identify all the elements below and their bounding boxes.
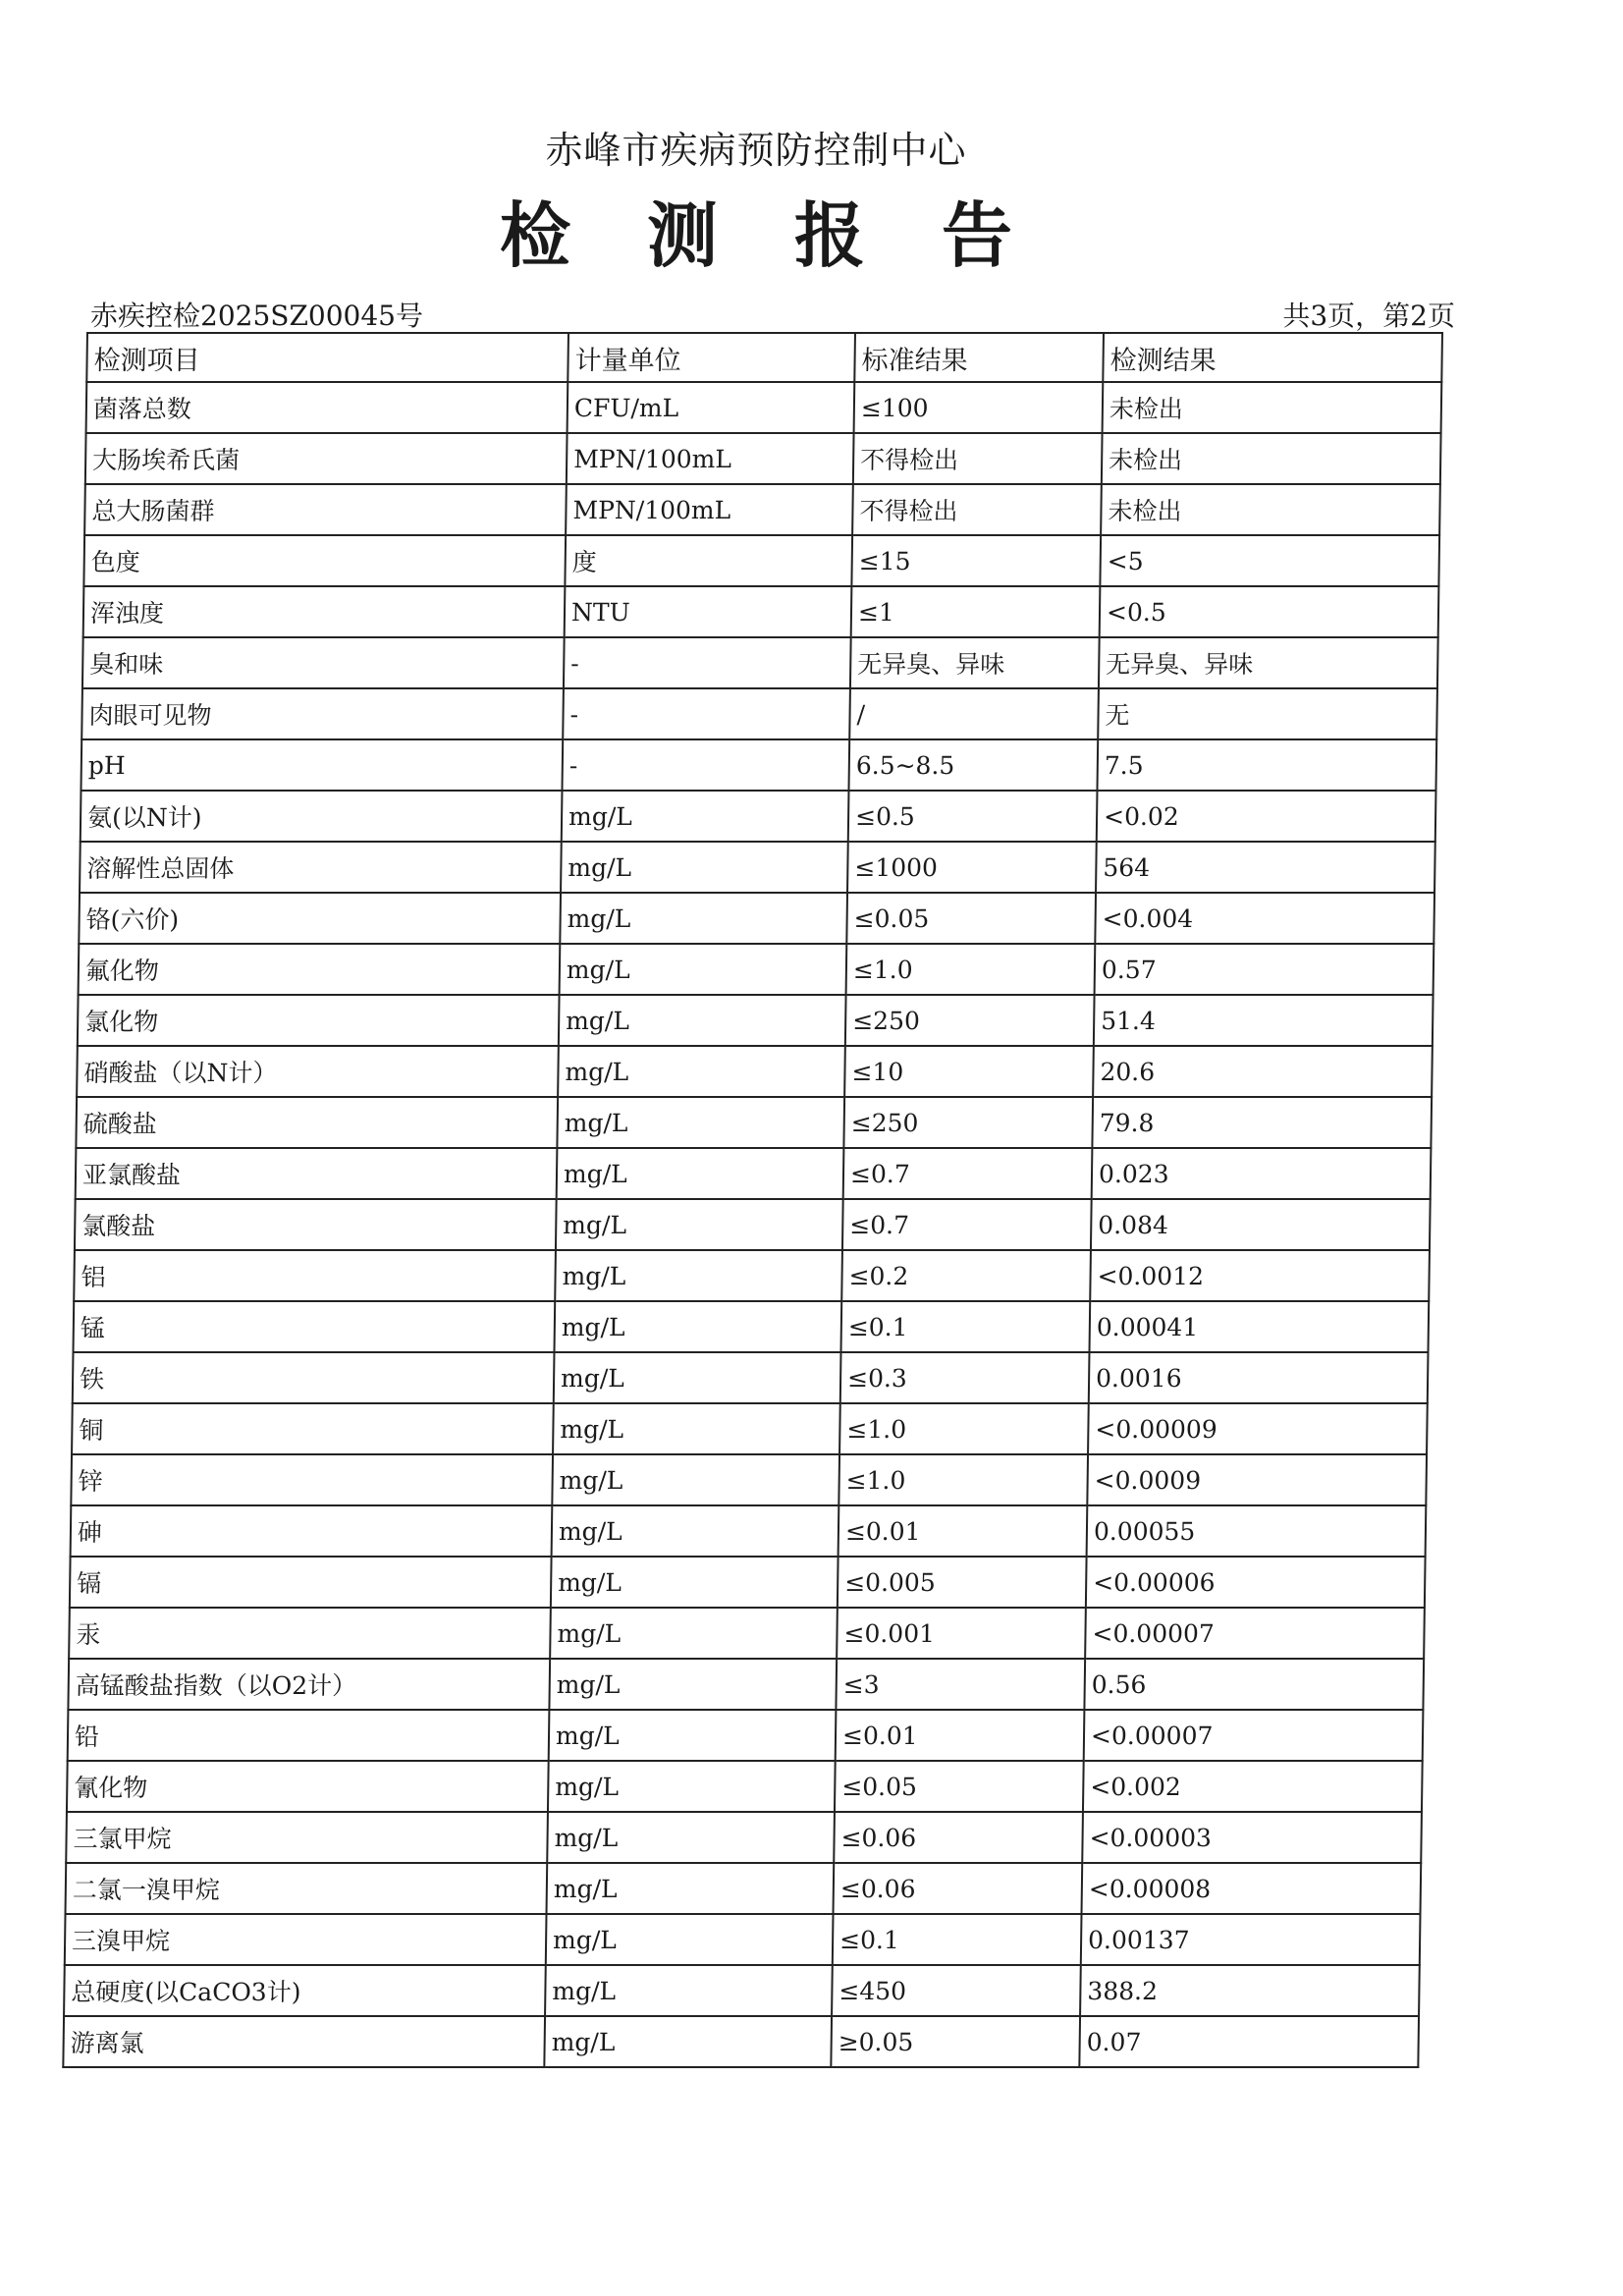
cell-item-name: 铁	[73, 1352, 555, 1403]
cell-item-name: 菌落总数	[86, 382, 568, 433]
cell-item-name: 铝	[74, 1250, 556, 1301]
cell-item-name: 铅	[68, 1710, 550, 1761]
cell-test-result: 未检出	[1101, 484, 1440, 535]
table-row	[76, 1148, 1432, 1199]
cell-test-result: 0.084	[1091, 1199, 1431, 1250]
table-row	[84, 484, 1440, 535]
column-header-standard: 标准结果	[854, 333, 1104, 382]
table-row	[65, 1914, 1421, 1965]
cell-item-name: 氯化物	[78, 995, 560, 1046]
cell-unit: -	[563, 688, 850, 739]
cell-unit: mg/L	[560, 893, 847, 944]
cell-test-result: 564	[1096, 842, 1435, 893]
table-row	[68, 1659, 1424, 1710]
table-row	[80, 842, 1435, 893]
table-row	[75, 1199, 1431, 1250]
cell-item-name: 浑浊度	[83, 586, 566, 637]
cell-test-result: 51.4	[1094, 995, 1434, 1046]
cell-test-result: 0.00041	[1089, 1301, 1429, 1352]
cell-standard-value: ≤0.01	[836, 1710, 1085, 1761]
cell-test-result: <0.00008	[1082, 1863, 1422, 1914]
table-row	[79, 944, 1434, 995]
cell-standard-value: ≤0.06	[834, 1863, 1083, 1914]
report-number: 赤疾控检2025SZ00045号	[90, 300, 423, 332]
table-row	[66, 1863, 1422, 1914]
cell-unit: mg/L	[555, 1250, 842, 1301]
cell-unit: mg/L	[550, 1608, 838, 1659]
cell-standard-value: ≤0.2	[841, 1250, 1091, 1301]
cell-test-result: 7.5	[1097, 739, 1436, 791]
cell-test-result: <5	[1100, 535, 1439, 586]
cell-unit: mg/L	[545, 1965, 833, 2016]
table-row	[68, 1710, 1424, 1761]
cell-unit: mg/L	[557, 1148, 844, 1199]
cell-standard-value: ≤1.0	[839, 1454, 1088, 1505]
cell-item-name: 臭和味	[82, 637, 565, 688]
cell-standard-value: ≤1.0	[839, 1403, 1089, 1454]
table-row	[66, 1812, 1422, 1863]
cell-standard-value: ≤0.5	[848, 791, 1098, 842]
cell-test-result: 无	[1098, 688, 1437, 739]
cell-item-name: pH	[81, 739, 563, 791]
cell-standard-value: /	[849, 688, 1099, 739]
cell-standard-value: ≤0.3	[840, 1352, 1090, 1403]
cell-unit: mg/L	[552, 1505, 839, 1557]
table-row	[85, 433, 1441, 484]
organization-name: 赤峰市疾病预防控制中心	[545, 129, 967, 172]
cell-standard-value: ≤250	[843, 1097, 1093, 1148]
cell-unit: mg/L	[549, 1710, 837, 1761]
cell-item-name: 氰化物	[67, 1761, 549, 1812]
cell-item-name: 肉眼可见物	[81, 688, 564, 739]
cell-item-name: 砷	[71, 1505, 553, 1557]
cell-unit: mg/L	[549, 1659, 837, 1710]
table-header-row	[86, 333, 1442, 382]
cell-item-name: 汞	[69, 1608, 551, 1659]
cell-item-name: 氨(以N计)	[81, 791, 563, 842]
cell-item-name: 溶解性总固体	[80, 842, 562, 893]
cell-item-name: 硝酸盐（以N计）	[77, 1046, 559, 1097]
report-title: 检测报告	[499, 193, 1089, 277]
table-row	[78, 995, 1434, 1046]
cell-test-result: 无异臭、异味	[1099, 637, 1438, 688]
cell-unit: mg/L	[554, 1301, 841, 1352]
cell-standard-value: ≤0.1	[840, 1301, 1090, 1352]
table-row	[72, 1403, 1428, 1454]
results-table	[62, 332, 1443, 2068]
cell-item-name: 锌	[71, 1454, 553, 1505]
cell-item-name: 镉	[70, 1557, 552, 1608]
cell-standard-value: ≤0.05	[846, 893, 1096, 944]
cell-test-result: 79.8	[1092, 1097, 1432, 1148]
cell-standard-value: ≤0.01	[839, 1505, 1088, 1557]
cell-test-result: <0.5	[1100, 586, 1439, 637]
table-row	[81, 739, 1436, 791]
table-row	[83, 586, 1439, 637]
table-body	[63, 382, 1441, 2067]
table-row	[71, 1454, 1427, 1505]
table-row	[67, 1761, 1423, 1812]
cell-standard-value: ≤1.0	[846, 944, 1096, 995]
cell-test-result: 0.00055	[1087, 1505, 1427, 1557]
cell-test-result: 0.57	[1095, 944, 1434, 995]
table-row	[71, 1505, 1427, 1557]
cell-test-result: <0.02	[1097, 791, 1436, 842]
cell-item-name: 高锰酸盐指数（以O2计）	[68, 1659, 550, 1710]
cell-test-result: 未检出	[1102, 433, 1441, 484]
cell-test-result: 0.07	[1079, 2016, 1419, 2067]
cell-item-name: 氯酸盐	[75, 1199, 557, 1250]
cell-test-result: 0.0016	[1089, 1352, 1429, 1403]
cell-item-name: 铬(六价)	[79, 893, 561, 944]
cell-item-name: 铜	[72, 1403, 554, 1454]
table-row	[82, 637, 1438, 688]
cell-standard-value: ≤0.06	[834, 1812, 1083, 1863]
cell-standard-value: ≤0.001	[837, 1608, 1086, 1659]
cell-item-name: 三溴甲烷	[65, 1914, 547, 1965]
cell-item-name: 硫酸盐	[76, 1097, 558, 1148]
cell-unit: mg/L	[554, 1352, 841, 1403]
cell-item-name: 三氯甲烷	[66, 1812, 548, 1863]
cell-standard-value: 6.5~8.5	[848, 739, 1098, 791]
table-row	[73, 1301, 1429, 1352]
table-row	[63, 2016, 1419, 2067]
cell-unit: mg/L	[552, 1454, 839, 1505]
column-header-result: 检测结果	[1103, 333, 1442, 382]
cell-unit: mg/L	[558, 1046, 845, 1097]
cell-standard-value: ≤0.005	[838, 1557, 1087, 1608]
cell-item-name: 二氯一溴甲烷	[66, 1863, 548, 1914]
table-row	[86, 382, 1442, 433]
cell-standard-value: ≤0.7	[842, 1199, 1092, 1250]
cell-standard-value: ≤1000	[847, 842, 1097, 893]
page-info: 共3页，第2页	[1282, 300, 1455, 332]
cell-standard-value: ≤250	[845, 995, 1095, 1046]
table-row	[76, 1097, 1432, 1148]
table-row	[77, 1046, 1433, 1097]
column-header-unit: 计量单位	[568, 333, 855, 382]
cell-unit: mg/L	[557, 1097, 844, 1148]
cell-item-name: 总大肠菌群	[84, 484, 567, 535]
table-row	[74, 1250, 1430, 1301]
cell-test-result: 0.00137	[1081, 1914, 1421, 1965]
cell-test-result: 0.56	[1084, 1659, 1424, 1710]
cell-standard-value: ≤1	[851, 586, 1101, 637]
cell-unit: mg/L	[556, 1199, 843, 1250]
cell-unit: mg/L	[551, 1557, 839, 1608]
cell-unit: -	[562, 739, 849, 791]
cell-test-result: 0.023	[1092, 1148, 1432, 1199]
cell-test-result: <0.0009	[1087, 1454, 1427, 1505]
cell-standard-value: ≤3	[836, 1659, 1085, 1710]
cell-test-result: <0.00003	[1082, 1812, 1422, 1863]
cell-test-result: 未检出	[1103, 382, 1442, 433]
table-row	[64, 1965, 1420, 2016]
cell-unit: mg/L	[560, 944, 847, 995]
table-row	[69, 1608, 1425, 1659]
cell-unit: CFU/mL	[568, 382, 855, 433]
cell-standard-value: ≤15	[851, 535, 1101, 586]
cell-unit: mg/L	[559, 995, 846, 1046]
table-row	[79, 893, 1434, 944]
cell-standard-value: ≤0.05	[835, 1761, 1084, 1812]
cell-unit: mg/L	[547, 1863, 835, 1914]
cell-item-name: 游离氯	[63, 2016, 545, 2067]
table-row	[70, 1557, 1426, 1608]
report-meta	[90, 295, 1455, 334]
table-row	[81, 791, 1436, 842]
cell-item-name: 亚氯酸盐	[76, 1148, 558, 1199]
cell-standard-value: 无异臭、异味	[850, 637, 1100, 688]
table-row	[81, 688, 1437, 739]
cell-standard-value: ≤0.1	[833, 1914, 1082, 1965]
cell-item-name: 色度	[83, 535, 566, 586]
cell-test-result: <0.00006	[1086, 1557, 1426, 1608]
cell-test-result: <0.00007	[1085, 1608, 1425, 1659]
cell-test-result: <0.002	[1083, 1761, 1423, 1812]
cell-standard-value: ≤450	[832, 1965, 1081, 2016]
cell-unit: NTU	[565, 586, 852, 637]
cell-standard-value: 不得检出	[853, 433, 1103, 484]
cell-unit: mg/L	[553, 1403, 840, 1454]
column-header-item: 检测项目	[86, 333, 568, 382]
cell-standard-value: ≥0.05	[831, 2016, 1080, 2067]
cell-item-name: 氟化物	[79, 944, 561, 995]
cell-unit: mg/L	[561, 842, 848, 893]
cell-unit: -	[564, 637, 851, 688]
cell-unit: 度	[565, 535, 852, 586]
cell-unit: MPN/100mL	[566, 484, 853, 535]
cell-test-result: 388.2	[1080, 1965, 1420, 2016]
cell-test-result: <0.00007	[1084, 1710, 1424, 1761]
table-row	[83, 535, 1439, 586]
cell-standard-value: ≤10	[844, 1046, 1094, 1097]
cell-item-name: 总硬度(以CaCO3计)	[64, 1965, 546, 2016]
cell-standard-value: ≤100	[854, 382, 1104, 433]
cell-unit: mg/L	[547, 1812, 835, 1863]
cell-test-result: 20.6	[1093, 1046, 1433, 1097]
cell-unit: MPN/100mL	[567, 433, 854, 484]
cell-test-result: <0.00009	[1088, 1403, 1428, 1454]
cell-unit: mg/L	[546, 1914, 834, 1965]
cell-unit: mg/L	[544, 2016, 832, 2067]
cell-item-name: 锰	[73, 1301, 555, 1352]
cell-item-name: 大肠埃希氏菌	[85, 433, 568, 484]
cell-standard-value: 不得检出	[852, 484, 1102, 535]
cell-unit: mg/L	[548, 1761, 836, 1812]
cell-unit: mg/L	[562, 791, 849, 842]
cell-test-result: <0.004	[1095, 893, 1434, 944]
cell-test-result: <0.0012	[1090, 1250, 1430, 1301]
table-row	[73, 1352, 1429, 1403]
cell-standard-value: ≤0.7	[843, 1148, 1093, 1199]
